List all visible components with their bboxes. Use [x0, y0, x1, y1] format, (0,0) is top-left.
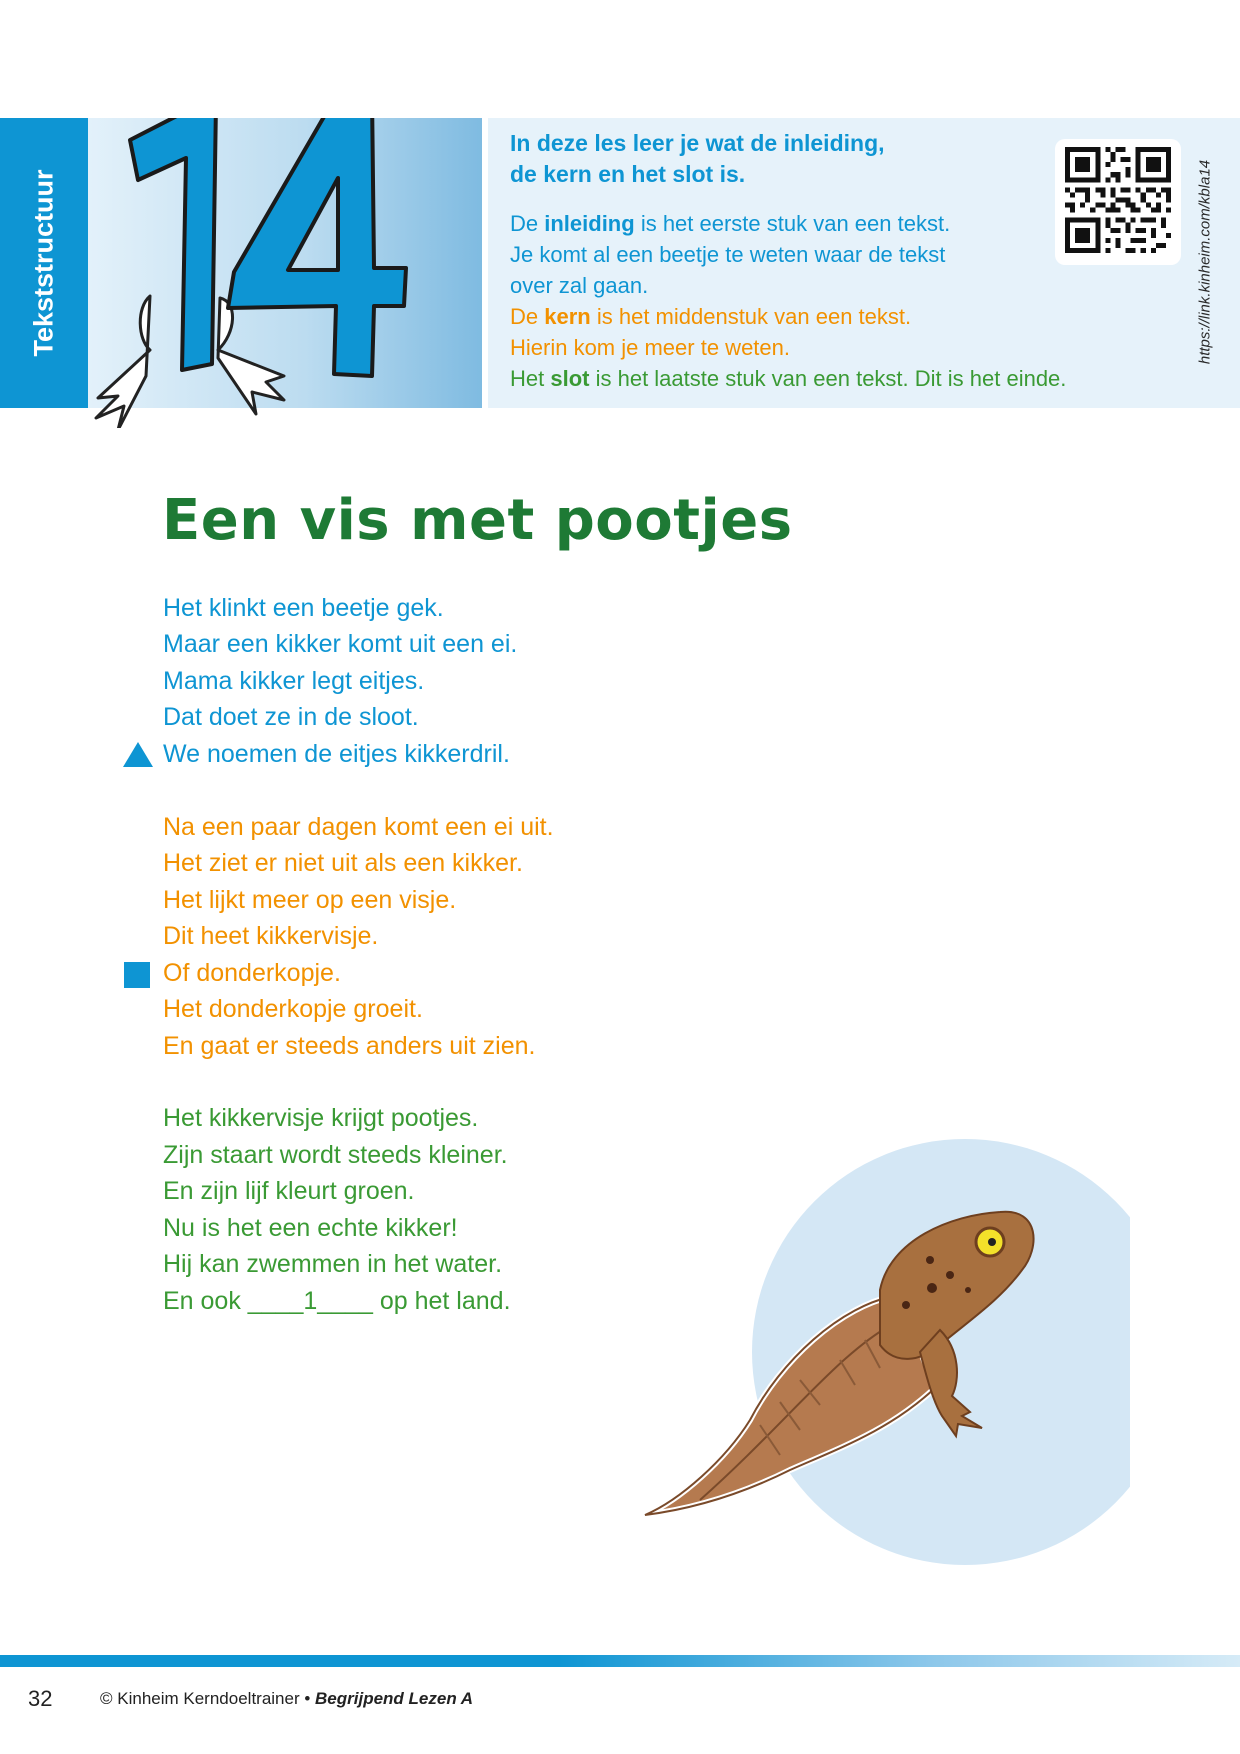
- story-line: Hij kan zwemmen in het water.: [163, 1250, 503, 1278]
- footer-credit: © Kinheim Kerndoeltrainer • Begrijpend Lezen A: [100, 1689, 474, 1708]
- story-line: Of donderkopje.: [163, 959, 341, 987]
- definition-inleiding-line3: over zal gaan.: [510, 273, 649, 298]
- left-foot-icon: [96, 296, 150, 428]
- tadpole-illustration: [640, 1130, 1130, 1580]
- story-line: Maar een kikker komt uit een ei.: [163, 630, 518, 658]
- lesson-number-panel: [88, 118, 482, 408]
- right-foot-icon: [218, 298, 284, 414]
- story-line: Na een paar dagen komt een ei uit.: [163, 813, 554, 841]
- story-line: We noemen de eitjes kikkerdril.: [163, 740, 510, 768]
- square-marker-icon: [124, 962, 150, 988]
- triangle-marker-icon: [123, 742, 153, 767]
- footer-divider: [0, 1655, 1240, 1667]
- story-line: Dat doet ze in de sloot.: [163, 703, 419, 731]
- story-line: Zijn staart wordt steeds kleiner.: [163, 1141, 508, 1169]
- section-tab: [0, 118, 88, 408]
- definition-inleiding: De inleiding is het eerste stuk van een tekst.: [510, 211, 951, 236]
- qr-code-icon: [1065, 147, 1171, 253]
- story-line: Het ziet er niet uit als een kikker.: [163, 849, 523, 877]
- qr-link-url[interactable]: https://link.kinheim.com/kbla14: [1196, 159, 1214, 365]
- definition-kern: De kern is het middenstuk van een tekst.: [510, 304, 912, 329]
- definition-kern-line2: Hierin kom je meer te weten.: [510, 335, 790, 360]
- story-title: Een vis met pootjes: [162, 488, 793, 553]
- story-line: Het donderkopje groeit.: [163, 995, 423, 1023]
- story-line: Het lijkt meer op een visje.: [163, 886, 457, 914]
- story-line: Nu is het een echte kikker!: [163, 1214, 458, 1242]
- digit-four-shape: [228, 118, 406, 376]
- story-line: Dit heet kikkervisje.: [163, 922, 379, 950]
- story-line: Het kikkervisje krijgt pootjes.: [163, 1104, 479, 1132]
- definition-slot: Het slot is het laatste stuk van een tekst. Dit is het einde.: [510, 366, 1067, 391]
- lesson-goal-heading: In deze les leer je wat de inleiding, de kern en het slot is.: [510, 130, 885, 187]
- definition-inleiding-line2: Je komt al een beetje te weten waar de tekst: [510, 242, 946, 267]
- story-line: Mama kikker legt eitjes.: [163, 667, 425, 695]
- story-line-with-blank: En ook ____1____ op het land.: [163, 1287, 511, 1315]
- lesson-intro-panel: [488, 118, 1240, 408]
- lesson-number-graphic: [88, 118, 482, 428]
- page-number: 32: [28, 1686, 53, 1711]
- qr-code[interactable]: [1055, 139, 1181, 265]
- section-tab-label: Tekststructuur: [28, 169, 59, 357]
- story-line: Het klinkt een beetje gek.: [163, 594, 444, 622]
- story-line: En gaat er steeds anders uit zien.: [163, 1032, 536, 1060]
- story-line: En zijn lijf kleurt groen.: [163, 1177, 415, 1205]
